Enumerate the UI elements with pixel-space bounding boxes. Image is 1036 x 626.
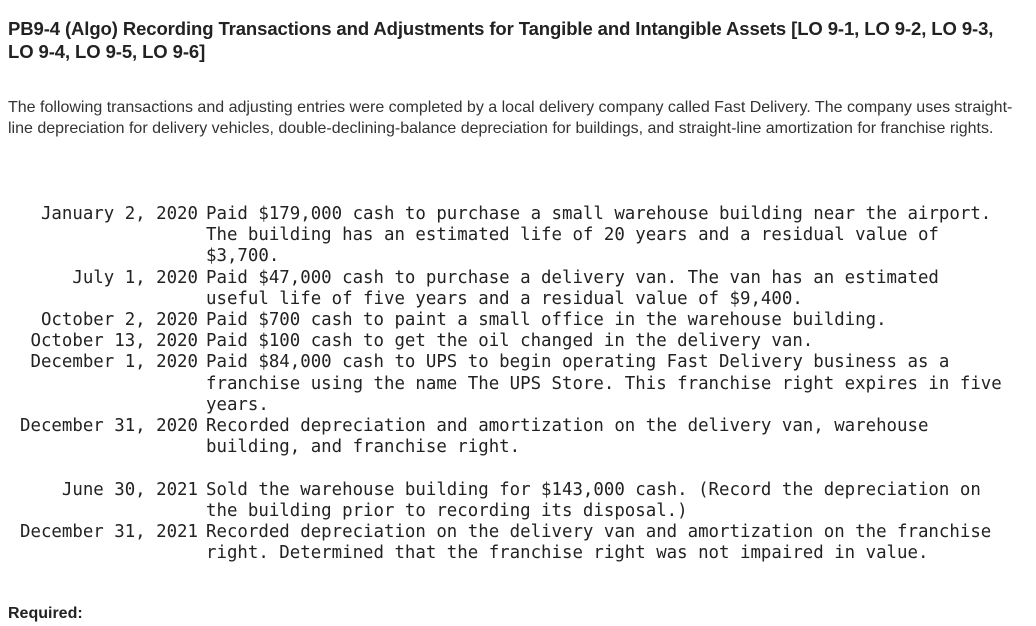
transaction-row <box>0 331 1036 352</box>
transaction-date: December 1, 2020 <box>30 352 198 373</box>
transaction-row <box>0 522 1036 564</box>
transaction-row <box>0 480 1036 522</box>
transaction-description: Recorded depreciation and amortization on the delivery van, warehouse building, and franchise right. <box>206 416 929 458</box>
transaction-row <box>0 310 1036 331</box>
transaction-date: December 31, 2020 <box>20 416 198 437</box>
transaction-description: Paid $700 cash to paint a small office in the warehouse building. <box>206 310 887 331</box>
transaction-description: Paid $84,000 cash to UPS to begin operating Fast Delivery business as a franchise using the name The UPS Store. This franchise right expires in five years. <box>206 352 1002 415</box>
transaction-description: Paid $100 cash to get the oil changed in the delivery van. <box>206 331 814 352</box>
transaction-date: June 30, 2021 <box>61 479 198 500</box>
problem-title: PB9-4 (Algo) Recording Transactions and Adjustments for Tangible and Intangible Assets [LO 9-1, LO 9-2, LO 9-3, LO 9-4, LO 9-5, LO 9-6] <box>8 18 994 62</box>
transaction-date: October 2, 2020 <box>40 310 198 331</box>
transaction-date: July 1, 2020 <box>72 267 198 288</box>
problem-intro: The following transactions and adjusting entries were completed by a local delivery company called Fast Delivery. The company uses straight-line depreciation for delivery vehicles, double-declining-balance depreciation for buildings, and straight-line amortization for franchise rights. <box>8 99 1013 137</box>
required-heading: Required: <box>8 605 83 622</box>
transaction-row <box>0 204 1036 268</box>
transaction-description: Paid $179,000 cash to purchase a small warehouse building near the airport. The building has an estimated life of 20 years and a residual value of $3,700. <box>206 204 992 267</box>
transaction-row <box>0 416 1036 458</box>
transaction-row <box>0 268 1036 310</box>
transaction-description: Recorded depreciation on the delivery van and amortization on the franchise right. Determined that the franchise right was not impaired in value. <box>206 522 992 564</box>
transaction-date: October 13, 2020 <box>30 331 198 352</box>
transaction-date: January 2, 2020 <box>40 204 198 224</box>
transaction-description: Sold the warehouse building for $143,000 cash. (Record the depreciation on the building prior to recording its disposal.) <box>206 479 981 521</box>
transaction-date: December 31, 2021 <box>20 522 198 543</box>
transaction-description: Paid $47,000 cash to purchase a delivery van. The van has an estimated useful life of five years and a residual value of $9,400. <box>206 267 939 309</box>
transaction-row <box>0 352 1036 416</box>
transaction-list <box>0 204 1036 564</box>
